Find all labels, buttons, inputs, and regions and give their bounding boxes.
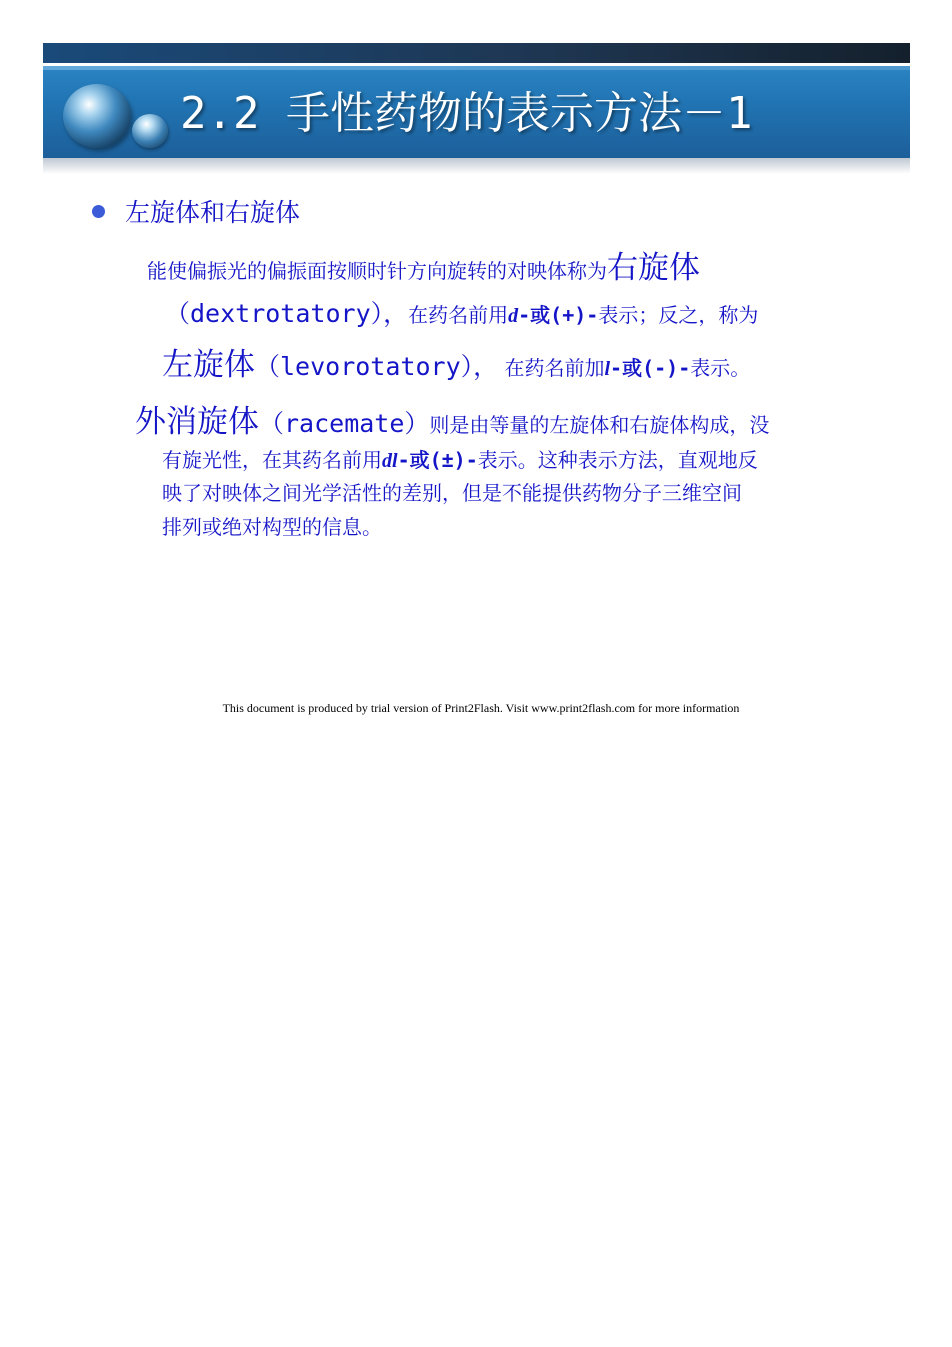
symbol-minus: -或(-)-: [610, 356, 691, 380]
prefix-dl: dl: [382, 450, 398, 472]
body-text: 表示。: [690, 356, 751, 380]
english-term-racemate: （racemate）: [259, 409, 430, 438]
term-levorotatory: 左旋体: [162, 347, 255, 383]
bullet-dot-icon: [92, 205, 105, 218]
symbol-plus-minus: -或(±)-: [397, 448, 478, 472]
trial-version-note: This document is produced by trial version of Print2Flash. Visit www.print2flash.com for more information: [222, 701, 740, 715]
body-line-4: [135, 396, 769, 441]
glass-orb-icon: [63, 84, 131, 148]
header-shadow: [43, 158, 910, 174]
prefix-d: d: [508, 305, 519, 327]
body-text: 表示；反之，称为: [598, 303, 759, 327]
body-text: 有旋光性，在其药名前用: [162, 448, 382, 472]
body-line-1: [147, 242, 700, 287]
body-line-2: [165, 294, 758, 330]
symbol-plus: -或(+)-: [518, 303, 599, 327]
section-heading: 左旋体和右旋体: [125, 198, 301, 227]
body-text: 在药名前加: [498, 356, 605, 380]
body-line-5: [162, 444, 758, 473]
prefix-l: l: [604, 358, 611, 380]
body-text: 在药名前用: [408, 303, 509, 327]
slide-title: 2.2 手性药物的表示方法－1: [180, 88, 753, 139]
body-text: 能使偏振光的偏振面按顺时针方向旋转的对映体称为: [147, 259, 607, 283]
english-term-dextrotatory: （dextrotatory），: [165, 299, 409, 328]
small-glass-orb-icon: [132, 114, 168, 148]
body-text: 则是由等量的左旋体和右旋体构成，没: [429, 413, 770, 437]
body-line-6: 映了对映体之间光学活性的差别，但是不能提供药物分子三维空间: [162, 481, 742, 505]
term-racemate: 外消旋体: [135, 404, 259, 440]
body-line-3: [162, 339, 750, 384]
term-dextrorotatory: 右旋体: [607, 250, 700, 286]
header-top-bar: [43, 43, 910, 63]
english-term-levorotatory: （levorotatory），: [255, 352, 499, 381]
body-text: 表示。这种表示方法，直观地反: [477, 448, 758, 472]
body-line-7: 排列或绝对构型的信息。: [162, 515, 382, 539]
